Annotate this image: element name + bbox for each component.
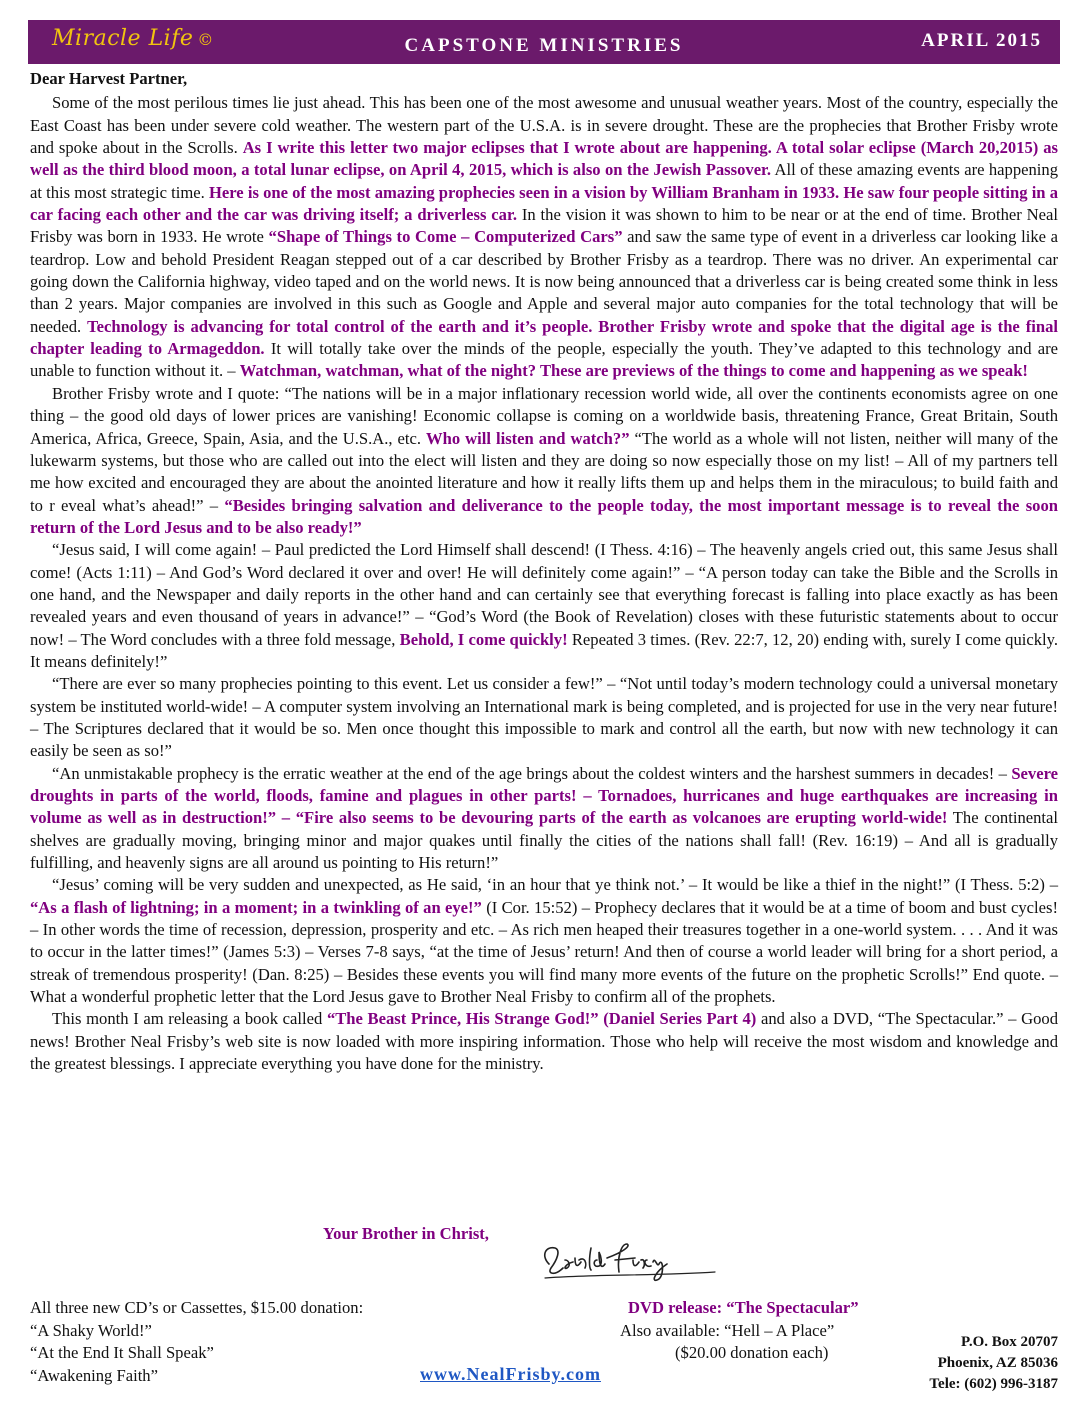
organization-name: CAPSTONE MINISTRIES [404, 35, 684, 56]
highlighted-text: Here is one of the most amazing prophecies seen in a vision by William Branham in 1933. He saw four people sitting in a car facing each other and the car was driving itself; a driverless car. [30, 182, 1059, 225]
paragraph [30, 763, 1058, 875]
body-text: “Jesus said, I will come again! – Paul predicted the Lord Himself shall descend! (I Thess. 4:16) – The heavenly angels cried out, this same Jesus shall come! (Acts 1:11) – And God’s Word declared it over and over! He will definitely come again!” – “A person today can take the Bible and the Scrolls in one hand, and the Newspaper and daily reports in the other hand and can certainly see that everything forecast is falling into place exactly as has been revealed years and even thousand of years in advance!” – “God’s Word (the Book of Revelation) closes with these futuristic statements about to occur now! – The Word concludes with a three fold message, [30, 540, 1058, 649]
paragraph [30, 673, 1058, 762]
highlighted-text: Who will listen and watch?” [426, 428, 630, 448]
highlighted-text: “Shape of Things to Come – Computerized Cars” [268, 227, 623, 247]
paragraph [30, 383, 1058, 539]
website-link[interactable]: www.NealFrisby.com [420, 1364, 601, 1384]
po-box: P.O. Box 20707 [961, 1334, 1058, 1350]
body-text: “An unmistakable prophecy is the erratic weather at the end of the age brings about the coldest winters and the harshest summers in decades! – [52, 763, 1012, 783]
paragraph [30, 92, 1058, 382]
issue-date: APRIL 2015 [921, 30, 1042, 51]
body-text: and saw the same type of event in a driverless car looking like a teardrop. Low and behold President Reagan stepped out of a car described by Brother Frisby as a teardrop. There was no driver. An experimental car going down the California highway, video taped and on the world news. It is now being announced that a driverless car is being created some think in less than 2 years. Major companies are involved in this such as Google and Apple and several major auto companies for the total technology that will be needed. [30, 227, 1058, 336]
body-text: “The world as a whole will not listen, neither will many of the lukewarm systems, but those who are called out into the elect will listen and they are doing so now especially those on my list! – All of my partners tell me how excited and encouraged they are about the anointed literature and how it really lifts them up and helps them in the miraculous; to build faith and to r eveal what’s ahead!” – [30, 428, 1058, 515]
closing-line: Your Brother in Christ, [323, 1224, 489, 1243]
masthead [28, 20, 1060, 64]
copyright-symbol: © [197, 30, 214, 49]
paragraph [30, 1008, 1058, 1075]
highlighted-text: “As a flash of lightning; in a moment; in a twinkling of an eye!” [30, 897, 482, 917]
body-text: All of these amazing events are happening at this most strategic time. [30, 160, 1058, 202]
dvd-offer [560, 1297, 960, 1365]
body-text: Brother Frisby wrote and I quote: “The nations will be in a major inflationary recession world wide, all over the continents economists agree on one thing – the good old days of lower prices are vanishing! Economic collapse is coming on a worldwide basis, threatening France, Great Britain, South America, Africa, Greece, Spain, Asia, and the U.S.A., etc. [30, 383, 1058, 448]
body-text: (I Cor. 15:52) – Prophecy declares that it would be at a time of boom and bust cycles! – In other words the time of recession, depression, prosperity and etc. – As rich men heaped their treasures together in a one-world system. . . . And it was to occur in the latter times!” (James 5:3) – Verses 7-8 says, “at the time of Jesus’ return! And then of course a world leader will bring for a short period, a streak of tremendous prosperity! (Dan. 8:25) – Besides these events you will find many more events of the future on the prophetic Scrolls!” End quote. – What a wonderful prophetic letter that the Lord Jesus gave to Brother Neal Frisby to confirm all of the prophets. [30, 897, 1058, 1007]
cd-title: “A Shaky World!” [30, 1320, 152, 1340]
body-text: The continental shelves are gradually moving, bringing minor and major quakes until finally the cities of the nations shall fall! (Rev. 16:19) – And all is gradually fulfilling, and heavenly signs are all around us pointing to His return!” [30, 808, 1058, 873]
also-available: Also available: “Hell – A Place” [620, 1320, 835, 1340]
highlighted-text: As I write this letter two major eclipses that I wrote about are happening. A total solar eclipse (March 20,2015) as well as the third blood moon, a total lunar eclipse, on April 4, 2015, which is also on the Jewish Passover. [30, 138, 1058, 180]
brand-name: Miracle Life [52, 26, 194, 51]
city-state-zip: Phoenix, AZ 85036 [937, 1355, 1058, 1371]
highlighted-text: Behold, I come quickly! [399, 629, 568, 649]
paragraph [30, 539, 1058, 673]
letter-body [30, 68, 1058, 1075]
body-text: “There are ever so many prophecies pointing to this event. Let us consider a few!” – “Not until today’s modern technology could a universal monetary system be instituted world-wide! – A computer system involving an International mark is being completed, and is projected for use in the very near future! – The Scriptures declared that it would be so. Men once thought this impossible to mark and control all the earth, but now with new technology it can easily be seen as so!” [30, 674, 1058, 761]
cd-offer [30, 1297, 363, 1387]
cd-title: “At the End It Shall Speak” [30, 1343, 214, 1362]
highlighted-text: “Besides bringing salvation and deliverance to the people today, the most important message is to reveal the soon return of the Lord Jesus and to be also ready!” [30, 495, 1058, 537]
body-text: “Jesus’ coming will be very sudden and unexpected, as He said, ‘in an hour that ye think not.’ – It would be like a thief in the night!” (I Thess. 5:2) – [52, 875, 1058, 895]
body-text: Some of the most perilous times lie just ahead. This has been one of the most awesome and unusual weather years. Most of the country, especially the East Coast has been under severe cold weather. The western part of the U.S.A. is in severe drought. These are the prophecies that Brother Frisby wrote and spoke about in the Scrolls. [30, 93, 1058, 158]
body-text: This month I am releasing a book called [52, 1009, 327, 1029]
dvd-price: ($20.00 donation each) [675, 1343, 829, 1362]
body-text: In the vision it was shown to him to be near or at the end of time. Brother Neal Frisby was born in 1933. He wrote [30, 205, 1058, 247]
cd-title: “Awakening Faith” [30, 1365, 158, 1385]
dvd-release: DVD release: “The Spectacular” [628, 1298, 859, 1317]
highlighted-text: Watchman, watchman, what of the night? These are previews of the things to come and happening as we speak! [239, 361, 1028, 381]
body-text: and also a DVD, “The Spectacular.” – Good news! Brother Neal Frisby’s web site is now loaded with more inspiring information. Those who help will receive the most wisdom and knowledge and the greatest blessings. I appreciate everything you have done for the ministry. [30, 1009, 1058, 1074]
body-text: It will totally take over the minds of the people, especially the youth. They’ve adapted to this technology and are unable to function without it. – [30, 339, 1059, 381]
salutation: Dear Harvest Partner, [30, 69, 188, 88]
highlighted-text: “The Beast Prince, His Strange God!” (Daniel Series Part 4) [326, 1009, 757, 1029]
highlighted-text: Technology is advancing for total control of the earth and it’s people. Brother Frisby wrote and spoke that the digital age is the final chapter leading to Armageddon. [30, 316, 1058, 359]
body-text: Repeated 3 times. (Rev. 22:7, 12, 20) ending with, surely I come quickly. It means definitely!” [30, 629, 1058, 671]
paragraph [30, 874, 1058, 1008]
phone-number: Tele: (602) 996-3187 [929, 1376, 1058, 1392]
cd-offer-line: All three new CD’s or Cassettes, $15.00 donation: [30, 1298, 364, 1317]
mailing-address [929, 1332, 1058, 1395]
highlighted-text: Severe droughts in parts of the world, floods, famine and plagues in other parts! – Tornadoes, hurricanes and huge earthquakes are increasing in volume as well as in destruction!” – “Fire also seems to be devouring parts of the earth as volcanoes are erupting world-wide! [30, 763, 1058, 828]
signature-image [535, 1238, 730, 1286]
